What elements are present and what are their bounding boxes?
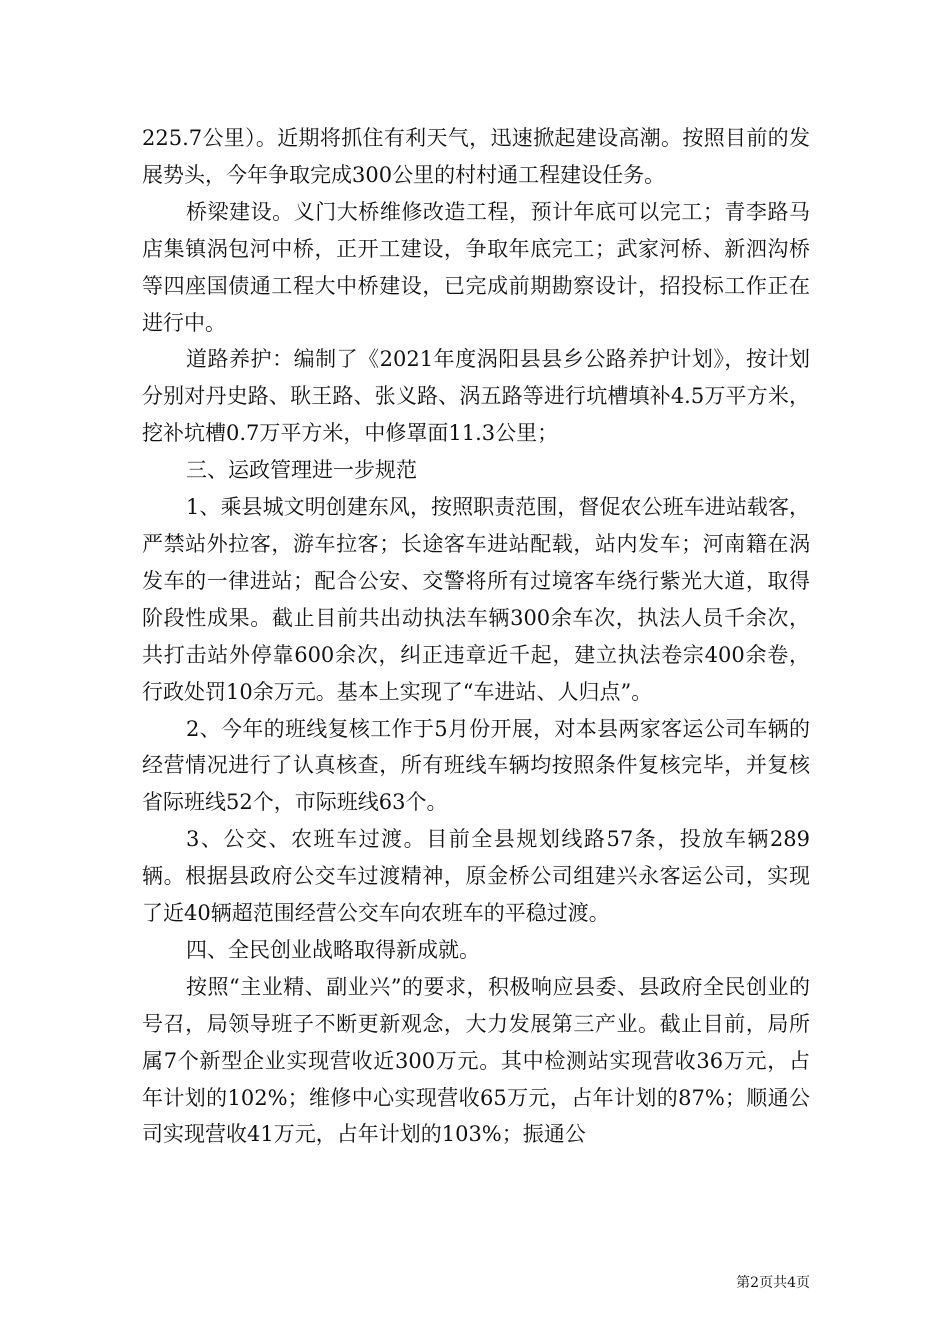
paragraph-1: 225.7公里）。近期将抓住有利天气，迅速掀起建设高潮。按照目前的发展势头，今年争取完成300公里的村村通工程建设任务。: [142, 126, 810, 187]
paragraph-9: 按照“主业精、副业兴”的要求，积极响应县委、县政府全民创业的号召，局领导班子不断更新观念，大力发展第三产业。截止目前，局所属7个新型企业实现营收近300万元。其中检测站实现营收36万元，占年计划的102%；维修中心实现营收65万元，占年计划的87%；顺通公司实现营收41万元，占年计划的103%；振通公: [142, 974, 810, 1147]
section-heading-4: 四、全民创业战略取得新成就。: [186, 937, 480, 962]
page-number: 第2页共4页: [736, 1275, 810, 1291]
paragraph-5: 1、乘县城文明创建东风，按照职责范围，督促农公班车进站载客，严禁站外拉客，游车拉客；长途客车进站配载，站内发车；河南籍在涡发车的一律进站；配合公安、交警将所有过境客车绕行紫光大道，取得阶段性成果。截止目前共出动执法车辆300余车次，执法人员千余次，共打击站外停靠600余次，纠正违章近千起，建立执法卷宗400余卷，行政处罚10余万元。基本上实现了“车进站、人归点”。: [142, 495, 810, 704]
paragraph-6: 2、今年的班线复核工作于5月份开展，对本县两家客运公司车辆的经营情况进行了认真核查，所有班线车辆均按照条件复核完毕，并复核省际班线52个，市际班线63个。: [142, 716, 810, 815]
paragraph-7: 3、公交、农班车过渡。目前全县规划线路57条，投放车辆289辆。根据县政府公交车过渡精神，原金桥公司组建兴永客运公司，实现了近40辆超范围经营公交车向农班车的平稳过渡。: [142, 827, 810, 926]
document-body: [142, 120, 810, 1153]
paragraph-2: 桥梁建设。义门大桥维修改造工程，预计年底可以完工；青李路马店集镇涡包河中桥，正开工建设，争取年底完工；武家河桥、新泗沟桥等四座国债通工程大中桥建设，已完成前期勘察设计，招投标工作正在进行中。: [142, 199, 810, 335]
paragraph-3: 道路养护：编制了《2021年度涡阳县县乡公路养护计划》，按计划分别对丹史路、耿王路、张义路、涡五路等进行坑槽填补4.5万平方米，挖补坑槽0.7万平方米，中修罩面11.3公里；: [142, 347, 810, 446]
section-heading-3: 三、运政管理进一步规范: [186, 458, 417, 483]
